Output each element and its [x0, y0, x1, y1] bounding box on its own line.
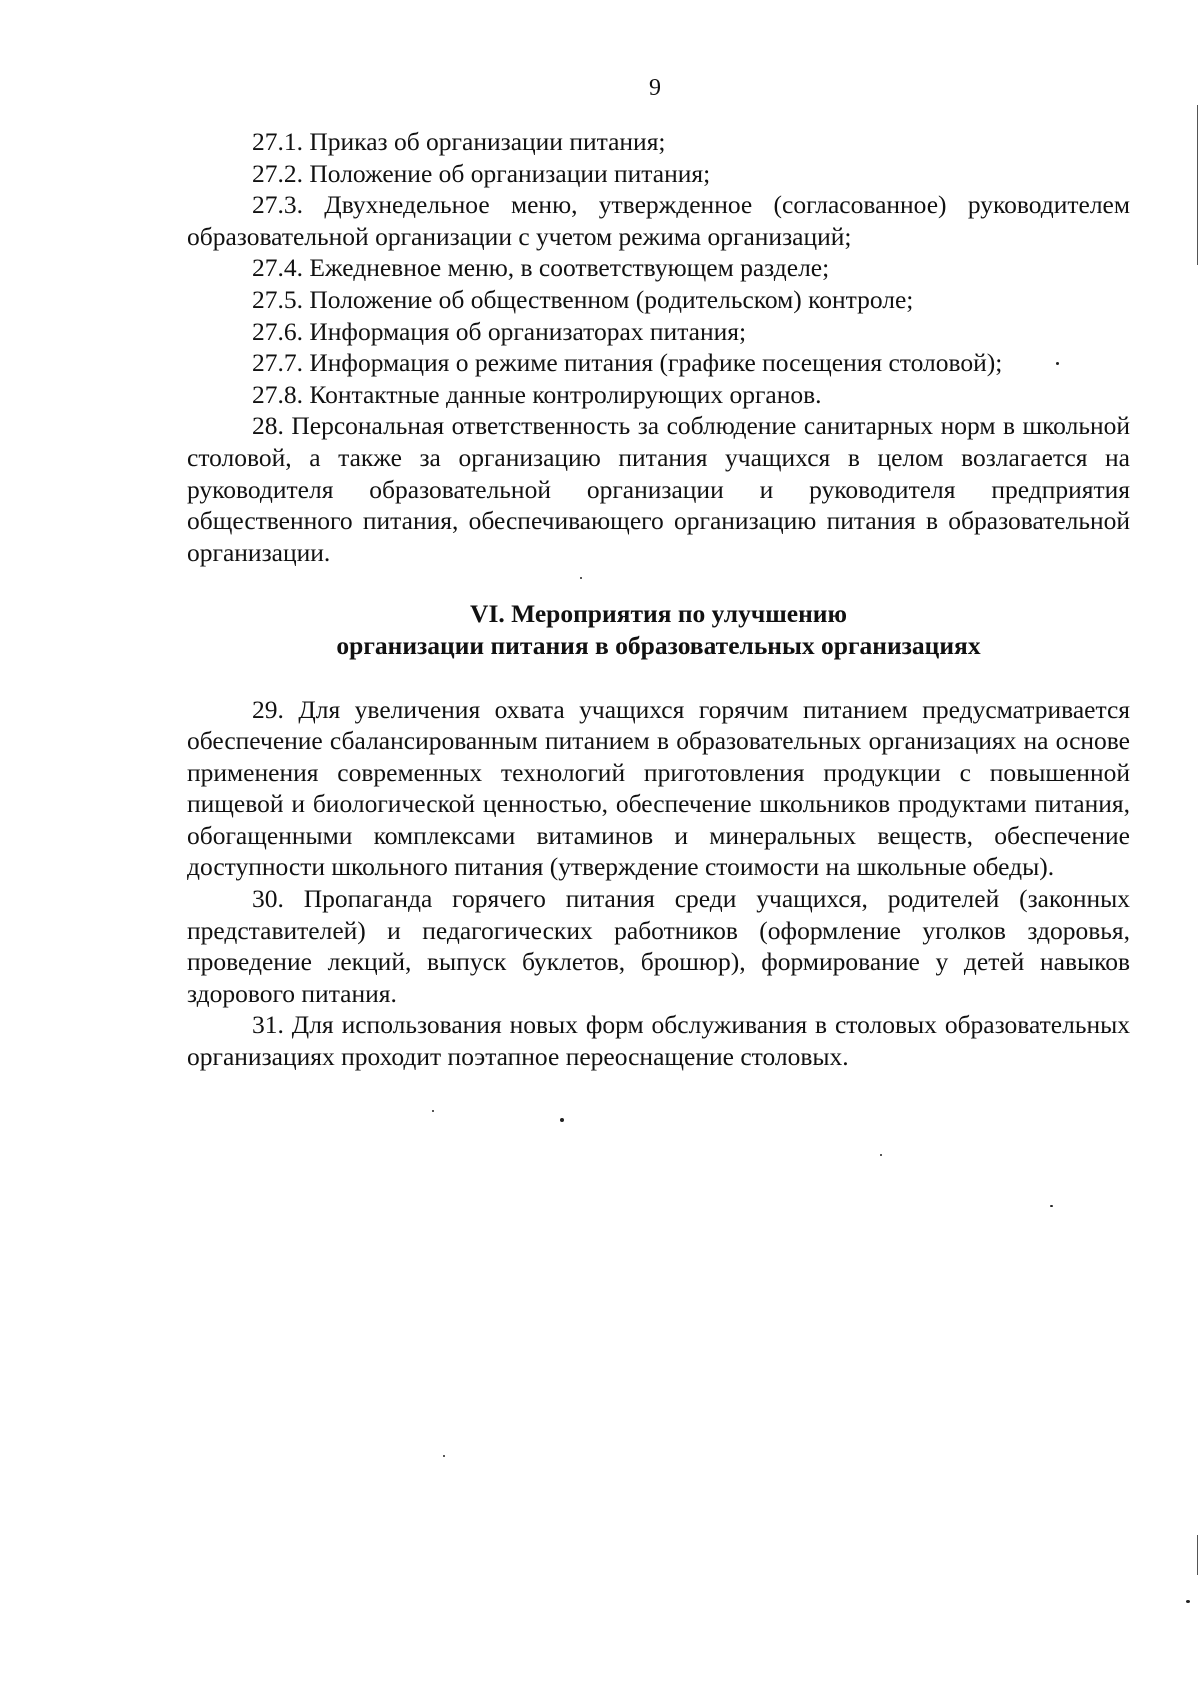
- list-item: 27.4. Ежедневное меню, в соответствующем разделе;: [252, 253, 830, 283]
- scan-edge-line: [1197, 105, 1198, 265]
- paragraph-28: 28. Персональная ответственность за соблюдение санитарных норм в школьной столовой, а также за организацию питания учащихся в целом возлагается на руководителя образовательной организации и руководителя предприятия общественного питания, обеспечивающего организацию питания в образовательной организации.: [187, 411, 1130, 567]
- scan-speck: [432, 1110, 434, 1112]
- list-item: 27.5. Положение об общественном (родительском) контроле;: [252, 284, 914, 314]
- list-item: 27.3. Двухнедельное меню, утвержденное (согласованное) руководителем образовательной организации с учетом режима организаций;: [187, 190, 1130, 251]
- list-item: 27.7. Информация о режиме питания (графике посещения столовой);: [252, 348, 1003, 378]
- list-item: 27.6. Информация об организаторах питания;: [252, 316, 747, 346]
- scan-speck: [1056, 362, 1059, 365]
- scan-edge-line: [1197, 1535, 1198, 1575]
- paragraph-30: 30. Пропаганда горячего питания среди учащихся, родителей (законных представителей) и педагогических работников (оформление уголков здоровья, проведение лекций, выпуск буклетов, брошюр), формирование у детей навыков здорового питания.: [187, 884, 1130, 1008]
- scan-speck: [1050, 1205, 1053, 1207]
- paragraph-31: 31. Для использования новых форм обслуживания в столовых образовательных организациях проходит поэтапное переоснащение столовых.: [187, 1010, 1130, 1072]
- list-item: 27.8. Контактные данные контролирующих органов.: [252, 379, 822, 409]
- paragraph-29: 29. Для увеличения охвата учащихся горячим питанием предусматривается обеспечение сбалансированным питанием в образовательных организациях на основе применения современных технологий приготовления продукции с повышенной пищевой и биологической ценностью, обеспечение школьников продуктами питания, обогащенными комплексами витаминов и минеральных веществ, обеспечение доступности школьного питания (утверждение стоимости на школьные обеды).: [187, 694, 1130, 882]
- scan-speck: [880, 1154, 882, 1156]
- scan-speck: [443, 1455, 445, 1457]
- spacer: [187, 662, 1130, 694]
- document-body: [187, 126, 1130, 1073]
- section-title-line-1: VI. Мероприятия по улучшению: [470, 599, 847, 629]
- scan-speck: [1186, 1600, 1190, 1603]
- page-number: 9: [649, 75, 661, 101]
- section-title-line-2: организации питания в образовательных организациях: [336, 630, 981, 660]
- scan-speck: [580, 577, 582, 579]
- spacer: [187, 568, 1130, 598]
- list-item: 27.2. Положение об организации питания;: [252, 158, 711, 188]
- scan-speck: [560, 1118, 564, 1122]
- list-item: 27.1. Приказ об организации питания;: [252, 127, 666, 156]
